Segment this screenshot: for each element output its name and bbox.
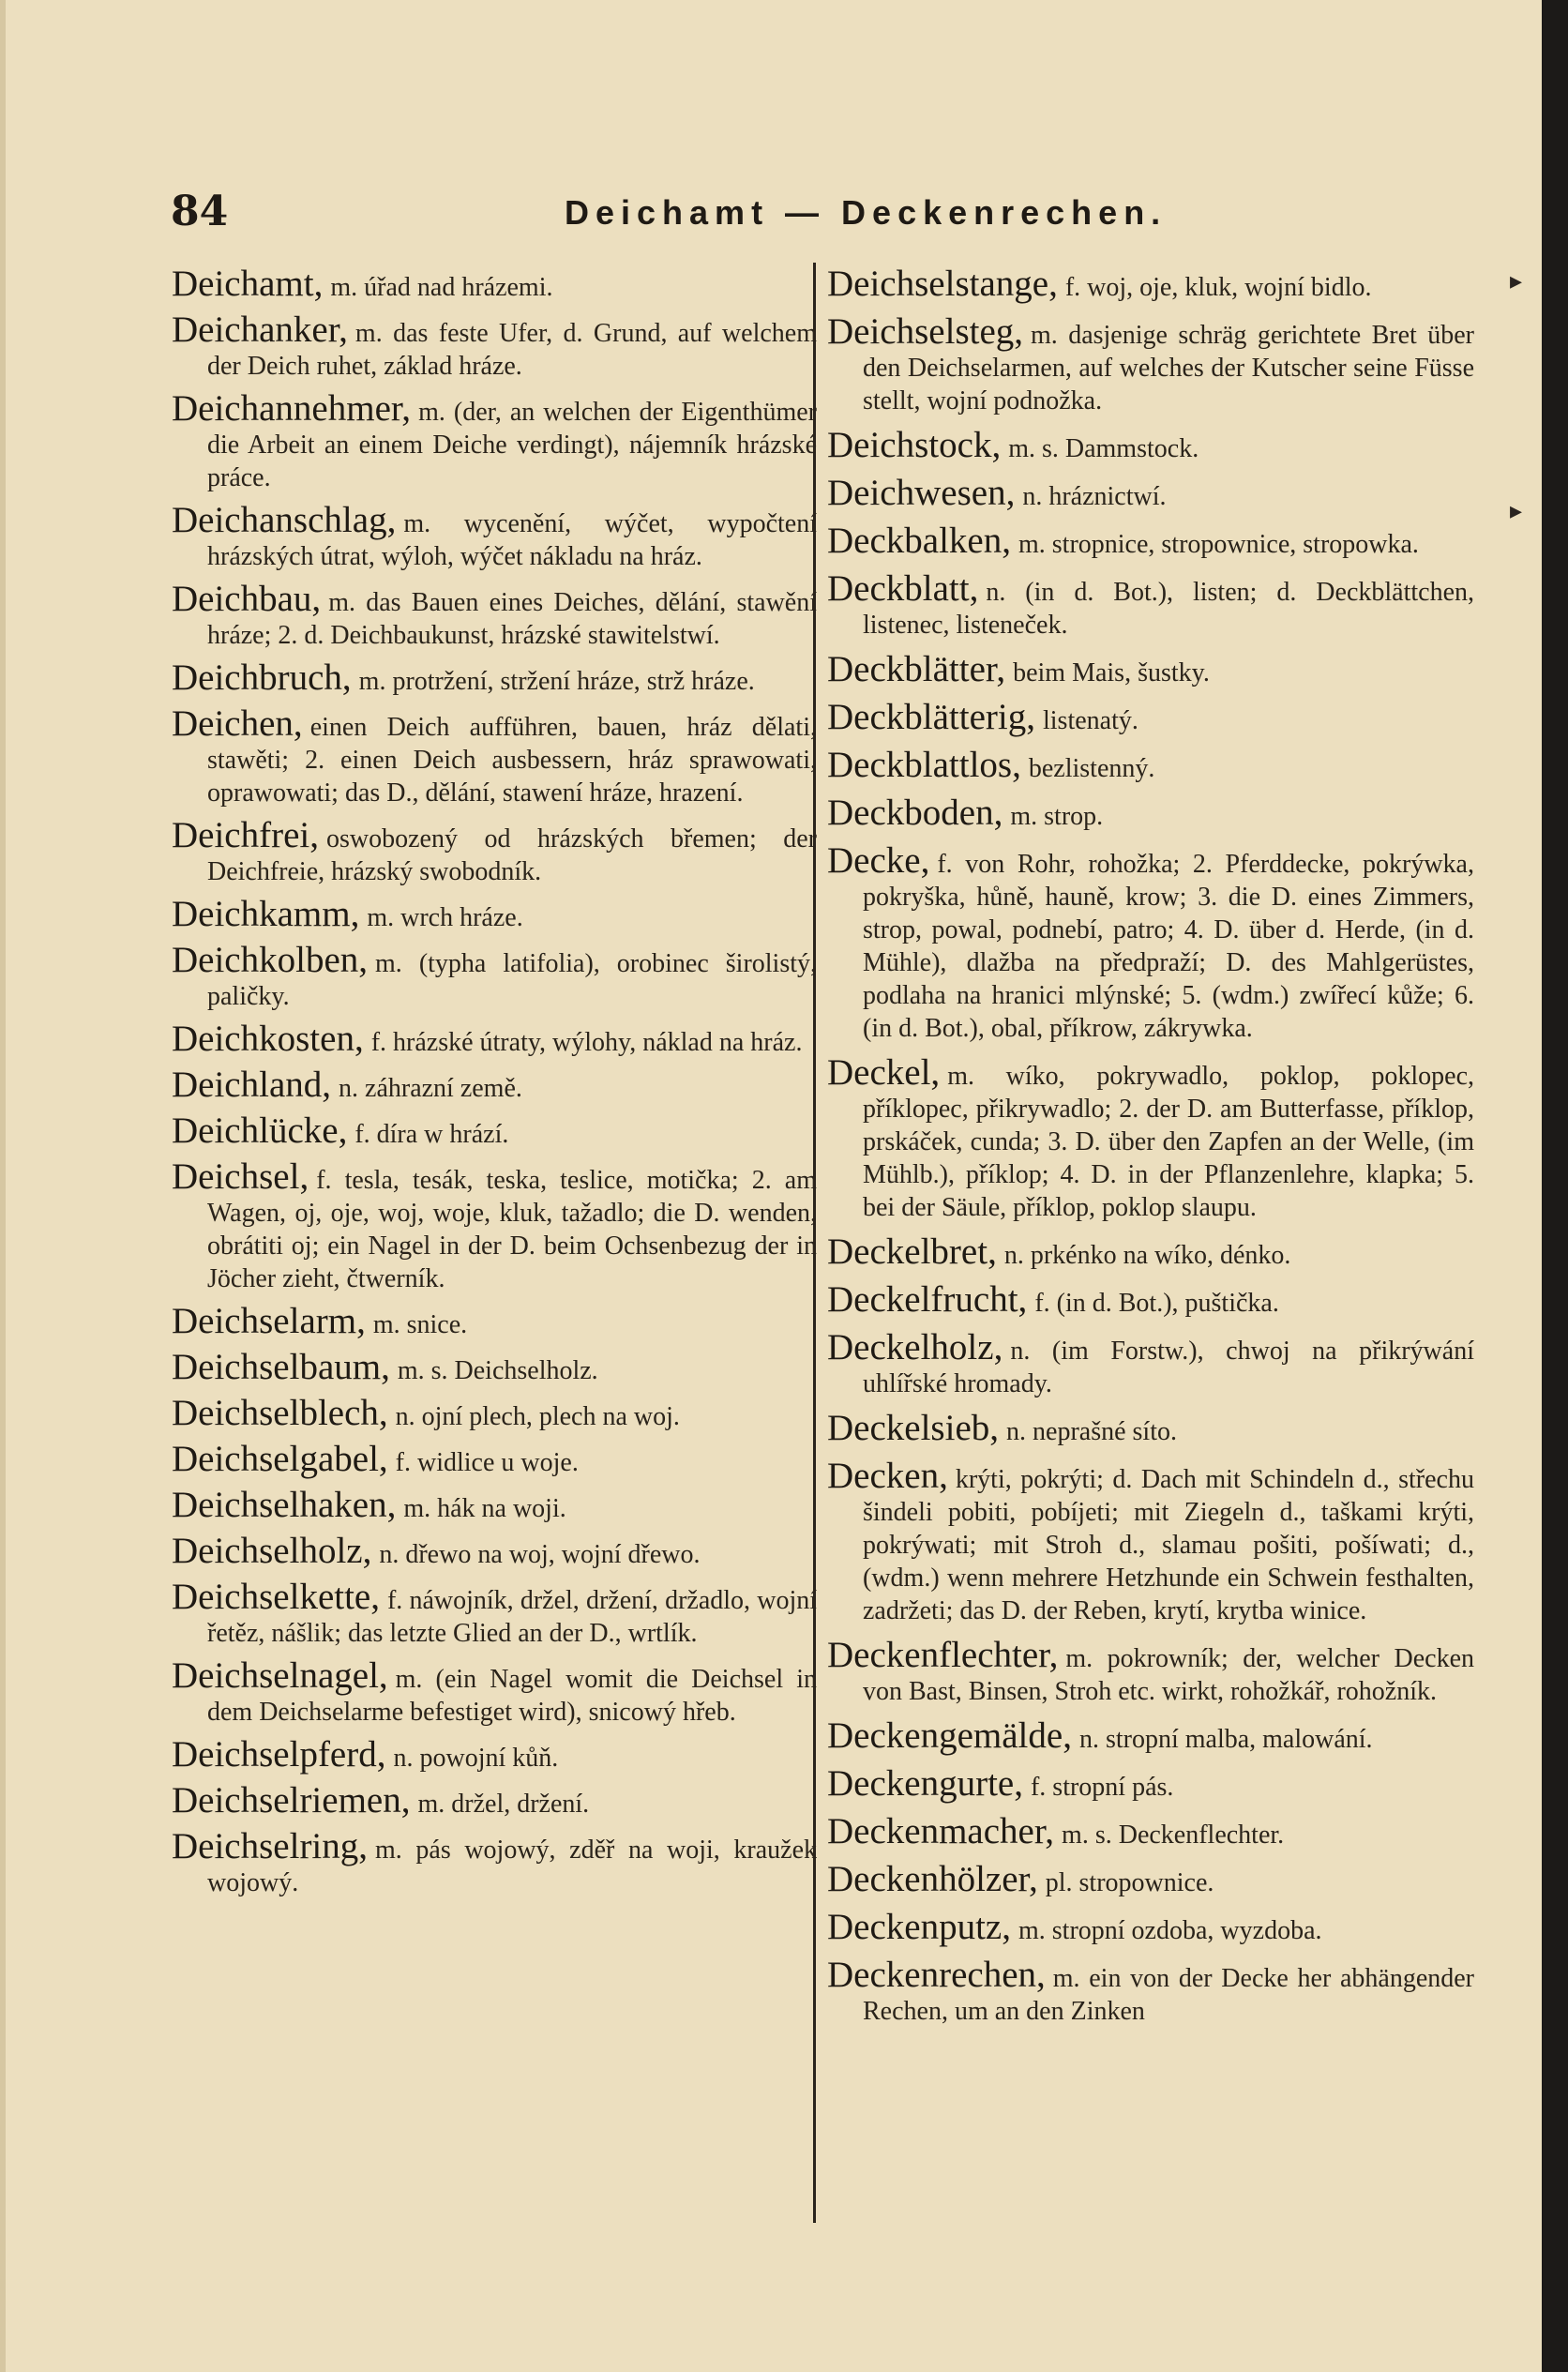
entry-definition: m. držel, držení. — [417, 1790, 590, 1819]
dictionary-entry — [172, 940, 817, 1013]
entry-headword: Deckelfrucht, — [827, 1279, 1028, 1320]
dictionary-entry — [827, 793, 1474, 833]
dictionary-entry — [172, 1065, 817, 1105]
entry-definition: m. wíko, pokrywadlo, poklop, poklopec, příklopec, přikrywadlo; 2. der D. am Butterfasse, příklop, prskáček, cunda; 3. D. über den Zapfen an der Welle, (im Mühlb.), příklop; 4. D. in der Pflanzenlehre, klapka; 5. bei der Säule, příklop, poklop slaupu. — [863, 1062, 1474, 1222]
entry-definition: m. úřad nad hrázemi. — [330, 273, 553, 302]
entry-headword: Deckelsieb, — [827, 1408, 1000, 1448]
entry-headword: Deichannehmer, — [172, 388, 412, 429]
dictionary-entry — [172, 500, 817, 573]
entry-headword: Deckboden, — [827, 793, 1003, 833]
entry-headword: Deckenputz, — [827, 1907, 1011, 1947]
entry-headword: Deichstock, — [827, 425, 1002, 465]
dictionary-entry — [172, 1393, 817, 1433]
dictionary-entry — [827, 425, 1474, 465]
entry-headword: Deichselblech, — [172, 1393, 388, 1433]
dictionary-entry — [172, 1780, 817, 1821]
entry-headword: Deckblätter, — [827, 649, 1006, 689]
entry-headword: Decke, — [827, 840, 930, 881]
entry-headword: Deichselsteg, — [827, 311, 1024, 352]
dictionary-entry — [172, 1156, 817, 1295]
dictionary-entry — [827, 521, 1474, 561]
dictionary-entry — [827, 1715, 1474, 1756]
dictionary-entry — [827, 745, 1474, 785]
entry-definition: pl. stropownice. — [1045, 1868, 1214, 1897]
entry-headword: Deichsel, — [172, 1156, 309, 1197]
scan-edge-right — [1542, 0, 1568, 2372]
entry-headword: Deckel, — [827, 1052, 941, 1093]
entry-headword: Deichselring, — [172, 1826, 369, 1866]
dictionary-entry — [827, 1279, 1474, 1320]
entry-headword: Deckbalken, — [827, 521, 1011, 561]
entry-definition: m. das feste Ufer, d. Grund, auf welchem der Deich ruhet, základ hráze. — [207, 319, 817, 381]
dictionary-entry — [827, 264, 1474, 304]
dictionary-entry — [827, 697, 1474, 737]
entry-headword: Deichfrei, — [172, 815, 319, 855]
dictionary-entry — [827, 649, 1474, 689]
margin-mark: ▸ — [1510, 267, 1523, 295]
entry-definition: m. (ein Nagel womit die Deichsel in dem Deichselarme befestiget wird), snicowý hřeb. — [207, 1665, 817, 1727]
entry-definition: f. von Rohr, rohožka; 2. Pferddecke, pokrýwka, pokryška, hůně, hauně, krow; 3. die D. eines Zimmers, strop, powal, podnebí, patro; 4. D. über d. Herde, (in d. Mühle), dlažba na předpraží; D. des Mahlgerüstes, podlaha na hranici mlýnské; 5. (wdm.) zwířecí kůže; 6. (in d. Bot.), obal, příkrow, zákrywka. — [863, 850, 1474, 1043]
entry-headword: Deckblatt, — [827, 568, 979, 609]
entry-definition: n. stropní malba, malowání. — [1078, 1725, 1373, 1754]
dictionary-entry — [172, 894, 817, 934]
entry-definition: beim Mais, šustky. — [1013, 658, 1210, 687]
entry-headword: Deckengemälde, — [827, 1715, 1072, 1756]
dictionary-entry — [827, 1231, 1474, 1272]
dictionary-entry — [827, 1907, 1474, 1947]
entry-definition: n. powojní kůň. — [393, 1744, 559, 1773]
dictionary-entry — [172, 388, 817, 494]
entry-definition: m. protržení, stržení hráze, strž hráze. — [358, 667, 755, 696]
dictionary-entry — [172, 1485, 817, 1525]
entry-definition: m. s. Deckenflechter. — [1062, 1821, 1285, 1850]
entry-headword: Deichselhaken, — [172, 1485, 397, 1525]
dictionary-entry — [172, 1110, 817, 1151]
entry-headword: Deckenflechter, — [827, 1635, 1059, 1675]
entry-definition: f. stropní pás. — [1030, 1773, 1174, 1802]
dictionary-entry — [172, 1301, 817, 1341]
entry-definition: m. pokrowník; der, welcher Decken von Bast, Binsen, Stroh etc. wirkt, rohožkář, rohožník. — [863, 1644, 1474, 1706]
entry-definition: m. dasjenige schräg gerichtete Bret über den Deichselarmen, auf welches der Kutscher seine Füsse stellt, wojní podnožka. — [863, 321, 1474, 415]
entry-headword: Deichamt, — [172, 264, 324, 304]
entry-headword: Deichselstange, — [827, 264, 1058, 304]
entry-definition: m. das Bauen eines Deiches, dělání, stawění hráze; 2. d. Deichbaukunst, hrázské stawitelstwí. — [207, 588, 817, 650]
dictionary-entry — [827, 568, 1474, 642]
entry-definition: f. (in d. Bot.), puštička. — [1034, 1289, 1279, 1318]
entry-definition: n. prkénko na wíko, dénko. — [1003, 1241, 1291, 1270]
entry-headword: Deichbau, — [172, 579, 322, 619]
dictionary-entry — [827, 840, 1474, 1045]
entry-definition: m. ein von der Decke her abhängender Rechen, um an den Zinken — [863, 1964, 1474, 2026]
dictionary-entry — [172, 579, 817, 652]
entry-headword: Deckblattlos, — [827, 745, 1021, 785]
entry-definition: einen Deich aufführen, bauen, hráz dělati, stawěti; 2. einen Deich ausbessern, hráz sprawowati, oprawowati; das D., dělání, stawení hráze, hrazení. — [207, 713, 817, 808]
entry-definition: m. s. Deichselholz. — [397, 1356, 598, 1385]
entry-headword: Deichselnagel, — [172, 1655, 388, 1696]
dictionary-entry — [172, 1019, 817, 1059]
entry-headword: Deichlücke, — [172, 1110, 348, 1151]
entry-definition: m. s. Dammstock. — [1008, 434, 1199, 463]
dictionary-entry — [172, 264, 817, 304]
dictionary-entry — [827, 1763, 1474, 1804]
entry-headword: Deichkamm, — [172, 894, 360, 934]
entry-definition: m. (typha latifolia), orobinec širolistý, paličky. — [207, 949, 817, 1011]
entry-definition: f. woj, oje, kluk, wojní bidlo. — [1064, 273, 1372, 302]
margin-mark: ▸ — [1510, 497, 1523, 525]
dictionary-entry — [827, 1635, 1474, 1708]
entry-definition: f. hrázské útraty, wýlohy, náklad na hráz. — [370, 1028, 803, 1057]
entry-definition: m. wycenění, wýčet, wypočtení hrázských útrat, wýloh, wýčet nákladu na hráz. — [207, 509, 817, 571]
dictionary-entry — [172, 1439, 817, 1479]
dictionary-entry — [827, 1456, 1474, 1627]
dictionary-entry — [827, 1408, 1474, 1448]
entry-headword: Deichkosten, — [172, 1019, 364, 1059]
entry-definition: oswobozený od hrázských břemen; der Deichfreie, hrázský swobodník. — [207, 824, 817, 886]
entry-definition: m. hák na woji. — [403, 1494, 566, 1523]
entry-headword: Deichanschlag, — [172, 500, 397, 540]
running-head: Deichamt — Deckenrechen. — [565, 193, 1168, 232]
dictionary-entry — [172, 1531, 817, 1571]
entry-headword: Deichselriemen, — [172, 1780, 411, 1821]
entry-definition: f. náwojník, držel, držení, držadlo, wojní řetěz, nášlik; das letzte Glied an der D., wrtlík. — [207, 1586, 817, 1648]
entry-headword: Deckelbret, — [827, 1231, 997, 1272]
dictionary-entry — [827, 1955, 1474, 2028]
entry-headword: Deichselkette, — [172, 1577, 380, 1617]
entry-headword: Deichwesen, — [827, 473, 1016, 513]
entry-definition: n. dřewo na woj, wojní dřewo. — [379, 1540, 701, 1569]
dictionary-entry — [827, 1811, 1474, 1851]
dictionary-entry — [172, 657, 817, 698]
entry-headword: Deckelholz, — [827, 1327, 1003, 1367]
dictionary-entry — [827, 1327, 1474, 1400]
page-header — [171, 188, 1484, 253]
entry-headword: Deichen, — [172, 703, 303, 744]
entry-headword: Deichselgabel, — [172, 1439, 388, 1479]
entry-headword: Deichbruch, — [172, 657, 352, 698]
entry-headword: Deichselarm, — [172, 1301, 366, 1341]
dictionary-entry — [827, 1052, 1474, 1224]
dictionary-entry — [172, 1577, 817, 1650]
entry-headword: Deckengurte, — [827, 1763, 1023, 1804]
entry-headword: Deckenhölzer, — [827, 1859, 1038, 1899]
entry-definition: m. pás wojowý, zděř na woji, kraužek wojowý. — [207, 1836, 817, 1897]
entry-headword: Decken, — [827, 1456, 948, 1496]
entry-definition: n. neprašné síto. — [1006, 1417, 1177, 1446]
entry-definition: krýti, pokrýti; d. Dach mit Schindeln d., střechu šindeli pobiti, pobíjeti; mit Ziegeln d., taškami krýti, pokrýwati; mit Stroh d., slamau pošiti, pošíwati; d., (wdm.) wenn mehrere Hetzhunde ein Schwein festhalten, zadržeti; das D. der Reben, krytí, krytba winice. — [863, 1465, 1474, 1625]
dictionary-entry — [172, 310, 817, 383]
left-column — [172, 264, 817, 1909]
dictionary-entry — [172, 1347, 817, 1387]
entry-definition: n. ojní plech, plech na woj. — [395, 1402, 680, 1431]
entry-headword: Deichselholz, — [172, 1531, 372, 1571]
dictionary-entry — [172, 1734, 817, 1775]
entry-definition: m. wrch hráze. — [367, 903, 523, 932]
entry-definition: n. záhrazní země. — [339, 1074, 522, 1103]
entry-definition: f. widlice u woje. — [395, 1448, 579, 1477]
dictionary-entry — [172, 815, 817, 888]
scan-edge-left — [0, 0, 6, 2372]
entry-definition: listenatý. — [1042, 706, 1138, 735]
dictionary-entry — [827, 311, 1474, 417]
entry-headword: Deichland, — [172, 1065, 332, 1105]
entry-definition: n. (in d. Bot.), listen; d. Deckblättchen, listenec, listeneček. — [863, 578, 1474, 640]
dictionary-entry — [827, 473, 1474, 513]
dictionary-entry — [172, 1655, 817, 1729]
entry-definition: m. strop. — [1010, 802, 1104, 831]
entry-definition: n. hráznictwí. — [1022, 482, 1167, 511]
entry-definition: m. snice. — [372, 1310, 468, 1339]
entry-definition: m. (der, an welchen der Eigenthümer die Arbeit an einem Deiche verdingt), nájemník hrázské práce. — [207, 398, 817, 492]
entry-definition: bezlistenný. — [1028, 754, 1155, 783]
dictionary-entry — [172, 1826, 817, 1899]
entry-headword: Deichselbaum, — [172, 1347, 390, 1387]
entry-headword: Deckblätterig, — [827, 697, 1035, 737]
entry-headword: Deichselpferd, — [172, 1734, 386, 1775]
entry-definition: n. (im Forstw.), chwoj na přikrýwání uhlířské hromady. — [863, 1337, 1474, 1398]
entry-headword: Deckenrechen, — [827, 1955, 1046, 1995]
dictionary-entry — [172, 703, 817, 809]
entry-definition: f. díra w hrází. — [354, 1120, 509, 1149]
dictionary-entry — [827, 1859, 1474, 1899]
entry-headword: Deckenmacher, — [827, 1811, 1055, 1851]
entry-definition: m. stropnice, stropownice, stropowka. — [1018, 530, 1419, 559]
entry-headword: Deichanker, — [172, 310, 348, 350]
entry-headword: Deichkolben, — [172, 940, 369, 980]
page-number: 84 — [171, 188, 229, 235]
entry-definition: f. tesla, tesák, teska, teslice, motička; 2. am Wagen, oj, oje, woj, woje, kluk, tažadlo; die D. wenden, obrátiti oj; ein Nagel in der D. beim Ochsenbezug der in Jöcher zieht, čtwerník. — [207, 1166, 817, 1293]
right-column — [827, 264, 1474, 2039]
entry-definition: m. stropní ozdoba, wyzdoba. — [1018, 1916, 1322, 1945]
